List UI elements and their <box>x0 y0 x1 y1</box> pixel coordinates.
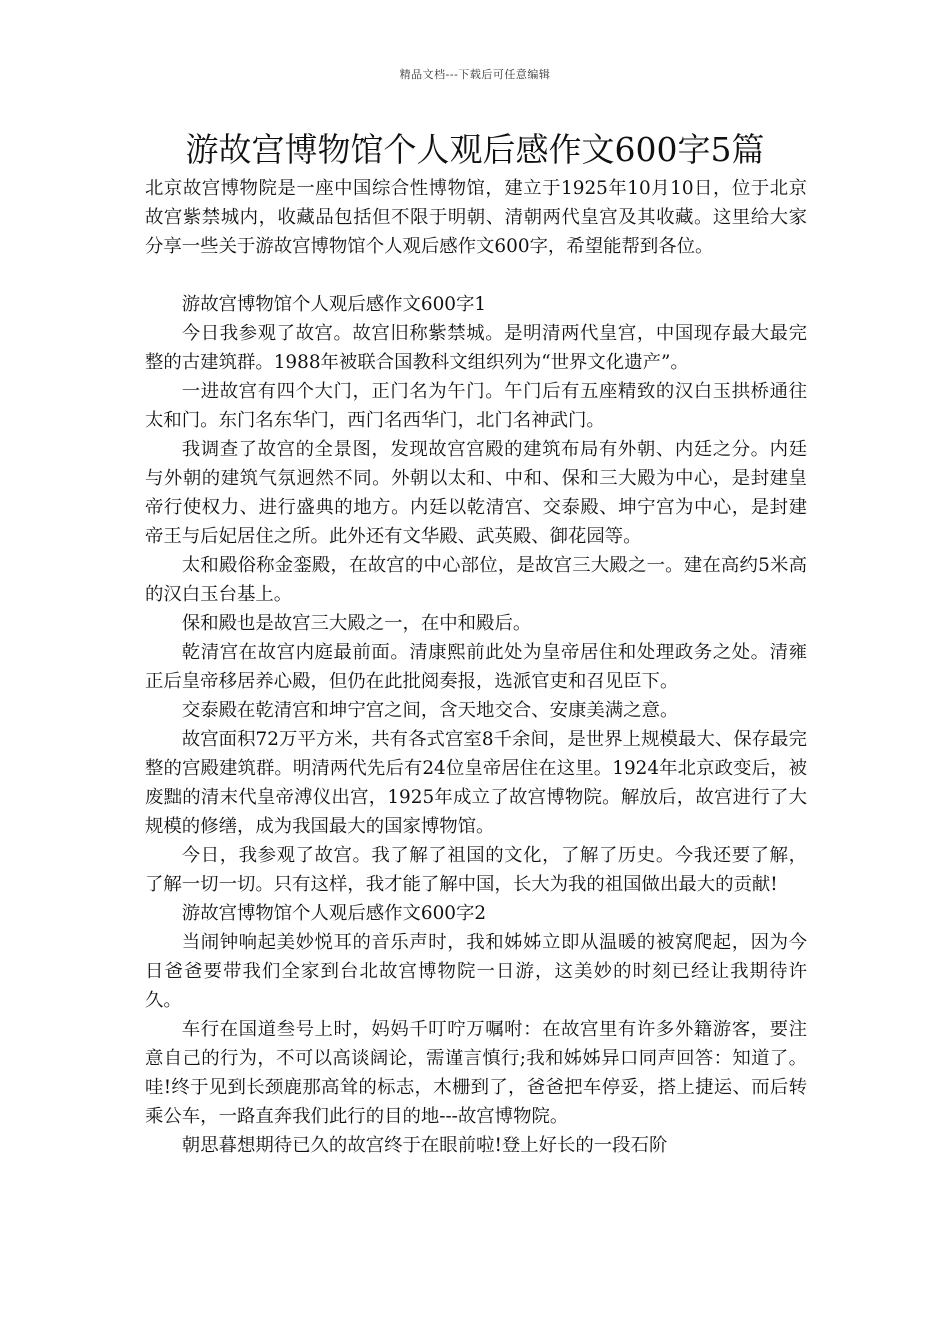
essay1-paragraph: 故宫面积72万平方米，共有各式宫室8千余间，是世界上规模最大、保存最完整的宫殿建筑群。明清两代先后有24位皇帝居住在这里。1924年北京政变后，被废黜的清末代皇帝溥仪出宫，1925年成立了故宫博物院。解放后，故宫进行了大规模的修缮，成为我国最大的国家博物馆。 <box>145 729 807 837</box>
header-note: 精品文档---下载后可任意编辑 <box>399 68 551 81</box>
page-title: 游故宫博物馆个人观后感作文600字5篇 <box>185 130 765 169</box>
essay1-paragraph: 乾清宫在故宫内庭最前面。清康熙前此处为皇帝居住和处理政务之处。清雍正后皇帝移居养心殿，但仍在此批阅奏报，选派官吏和召见臣下。 <box>145 642 807 692</box>
essay2-paragraph: 当闹钟响起美妙悦耳的音乐声时，我和姊姊立即从温暖的被窝爬起，因为今日爸爸要带我们全家到台北故宫博物院一日游，这美妙的时刻已经让我期待许久。 <box>145 932 807 1011</box>
essay1-paragraph: 我调查了故宫的全景图，发现故宫宫殿的建筑布局有外朝、内廷之分。内廷与外朝的建筑气氛迥然不同。外朝以太和、中和、保和三大殿为中心，是封建皇帝行使权力、进行盛典的地方。内廷以乾清宫、交泰殿、坤宁宫为中心，是封建帝王与后妃居住之所。此外还有文华殿、武英殿、御花园等。 <box>145 439 807 547</box>
essay1-paragraph: 一进故宫有四个大门，正门名为午门。午门后有五座精致的汉白玉拱桥通往太和门。东门名东华门，西门名西华门，北门名神武门。 <box>145 381 807 431</box>
essay2-paragraph: 车行在国道叁号上时，妈妈千叮咛万嘱咐：在故宫里有许多外籍游客，要注意自己的行为，不可以高谈阔论，需谨言慎行;我和姊姊异口同声回答：知道了。哇!终于见到长颈鹿那高耸的标志，木栅到了，爸爸把车停妥，搭上捷运、而后转乘公车，一路直奔我们此行的目的地---故宫博物院。 <box>145 1019 807 1127</box>
essay1-paragraph: 今日我参观了故宫。故宫旧称紫禁城。是明清两代皇宫，中国现存最大最完整的古建筑群。1988年被联合国教科文组织列为“世界文化遗产”。 <box>145 323 807 373</box>
essay2-paragraph: 朝思暮想期待已久的故宫终于在眼前啦!登上好长的一段石阶 <box>181 1135 668 1156</box>
essay1-heading: 游故宫博物馆个人观后感作文600字1 <box>181 294 487 315</box>
essay1-paragraph: 保和殿也是故宫三大殿之一，在中和殿后。 <box>181 613 532 634</box>
essay2-heading: 游故宫博物馆个人观后感作文600字2 <box>181 903 487 924</box>
essay1-paragraph: 交泰殿在乾清宫和坤宁宫之间，含天地交合、安康美满之意。 <box>181 700 679 721</box>
essay1-paragraph: 太和殿俗称金銮殿，在故宫的中心部位，是故宫三大殿之一。建在高约5米高的汉白玉台基上。 <box>145 555 807 605</box>
essay1-paragraph: 今日，我参观了故宫。我了解了祖国的文化，了解了历史。今我还要了解，了解一切一切。只有这样，我才能了解中国，长大为我的祖国做出最大的贡献! <box>145 845 807 895</box>
document-body <box>145 174 807 1160</box>
intro-paragraph: 北京故宫博物院是一座中国综合性博物馆，建立于1925年10月10日，位于北京故宫紫禁城内，收藏品包括但不限于明朝、清朝两代皇宫及其收藏。这里给大家分享一些关于游故宫博物馆个人观后感作文600字，希望能帮到各位。 <box>145 178 807 257</box>
